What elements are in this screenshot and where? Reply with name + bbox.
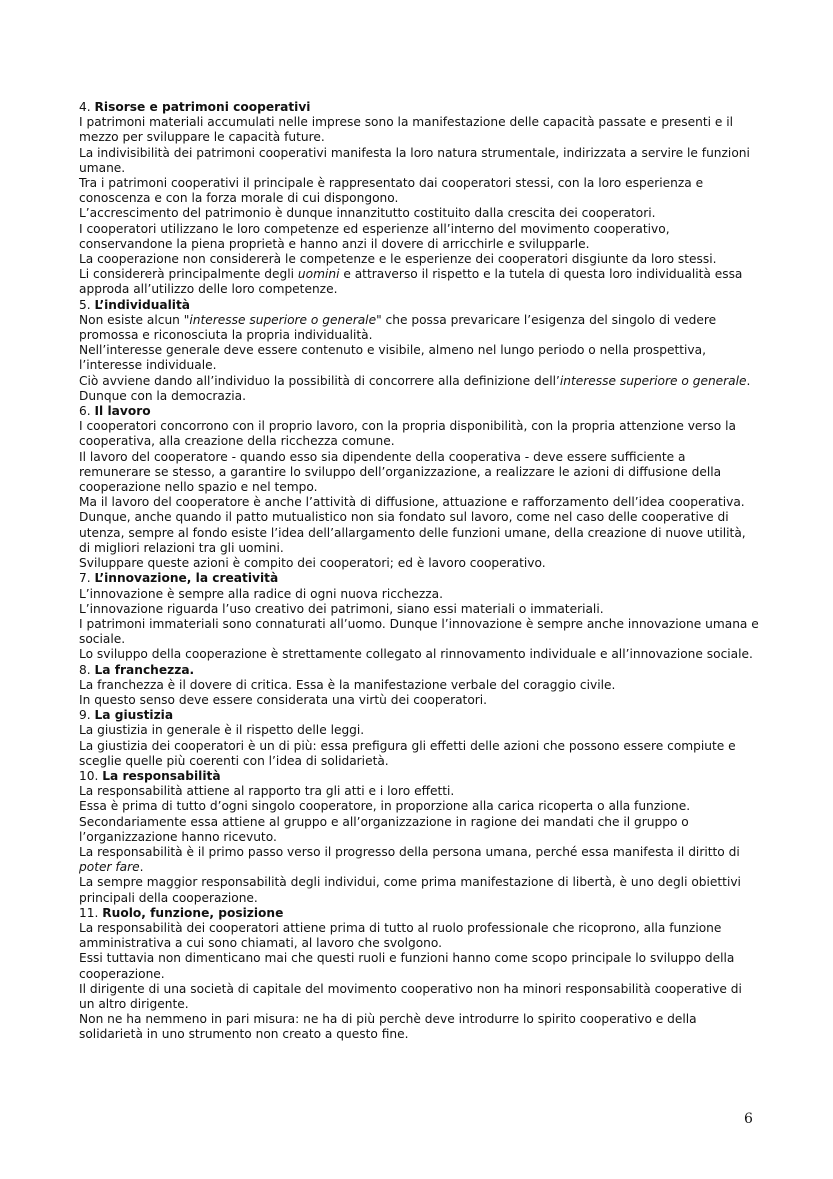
- italic-text: interesse superiore o generale: [559, 373, 747, 388]
- section-title: La responsabilità: [102, 768, 221, 783]
- section-title: Ruolo, funzione, posizione: [102, 905, 284, 920]
- text-run: La sempre maggior responsabilità degli individui, come prima manifestazione di libertà, è uno degli obiettivi principali della cooperazione.: [79, 875, 741, 905]
- text-run: L’accrescimento del patrimonio è dunque innanzitutto costituito dalla crescita dei cooperatori.: [79, 206, 656, 221]
- section-title: La franchezza.: [94, 662, 195, 677]
- section-number: 9.: [79, 708, 91, 723]
- text-run: La giustizia dei cooperatori è un di più: essa prefigura gli effetti delle azioni che possono essere compiute e sceglie quelle più coerenti con l’idea di solidarietà.: [79, 738, 736, 768]
- paragraph: [79, 495, 759, 510]
- text-run: I cooperatori concorrono con il proprio lavoro, con la propria disponibilità, con la propria attenzione verso la cooperativa, alla creazione della ricchezza comune.: [79, 419, 736, 449]
- text-run: La giustizia in generale è il rispetto delle leggi.: [79, 723, 365, 738]
- section-heading: [79, 298, 759, 313]
- paragraph: [79, 222, 759, 252]
- paragraph: [79, 982, 759, 1012]
- paragraph: [79, 510, 759, 556]
- italic-text: uomini: [297, 267, 340, 282]
- text-run: Secondariamente essa attiene al gruppo e all’organizzazione in ragione dei mandati che il gruppo o l’organizzazione hanno ricevuto.: [79, 814, 689, 844]
- section-title: La giustizia: [94, 708, 174, 723]
- paragraph: [79, 587, 759, 602]
- text-run: Dunque, anche quando il patto mutualistico non sia fondato sul lavoro, come nel caso delle cooperative di utenza, sempre al fondo esiste l’idea dell’allargamento delle funzioni umane, della creazione di nuove utilità, di migliori relazioni tra gli uomini.: [79, 510, 746, 555]
- section-number: 8.: [79, 662, 91, 677]
- text-run: Li considererà principalmente degli: [79, 267, 298, 282]
- text-run: e attraverso il rispetto e la tutela di questa loro individualità essa approda all’utilizzo delle loro competenze.: [79, 267, 743, 297]
- section-number: 6.: [79, 404, 91, 419]
- section-title: Il lavoro: [94, 404, 151, 419]
- paragraph: [79, 875, 759, 905]
- paragraph: [79, 815, 759, 845]
- page-number: 6: [744, 1111, 753, 1127]
- text-run: Tra i patrimoni cooperativi il principale è rappresentato dai cooperatori stessi, con la loro esperienza e conoscenza e con la forza morale di cui dispongono.: [79, 176, 704, 206]
- paragraph: [79, 206, 759, 221]
- paragraph: [79, 647, 759, 662]
- section-heading: [79, 100, 759, 115]
- text-run: In questo senso deve essere considerata una virtù dei cooperatori.: [79, 692, 488, 707]
- paragraph: [79, 146, 759, 176]
- text-run: I cooperatori utilizzano le loro competenze ed esperienze all’interno del movimento cooperativo, conservandone la piena proprietà e hanno anzi il dovere di arricchirle e svilupparle.: [79, 221, 670, 251]
- paragraph: [79, 739, 759, 769]
- section-heading: [79, 708, 759, 723]
- paragraph: [79, 602, 759, 617]
- section-number: 11.: [79, 905, 99, 920]
- section-number: 5.: [79, 297, 91, 312]
- section-heading: [79, 769, 759, 784]
- paragraph: [79, 419, 759, 449]
- paragraph: [79, 799, 759, 814]
- text-run: I patrimoni materiali accumulati nelle imprese sono la manifestazione delle capacità passate e presenti e il mezzo per sviluppare le capacità future.: [79, 115, 734, 145]
- text-run: La cooperazione non considererà le competenze e le esperienze dei cooperatori disgiunte da loro stessi.: [79, 252, 717, 267]
- document-body: [79, 100, 759, 1043]
- paragraph: [79, 784, 759, 799]
- italic-text: "interesse superiore o generale": [183, 312, 382, 327]
- text-run: Dunque con la democrazia.: [79, 388, 247, 403]
- paragraph: [79, 845, 759, 875]
- text-run: Il dirigente di una società di capitale del movimento cooperativo non ha minori responsabilità cooperative di un altro dirigente.: [79, 981, 742, 1011]
- paragraph: [79, 343, 759, 373]
- paragraph: [79, 693, 759, 708]
- text-run: L’innovazione riguarda l’uso creativo dei patrimoni, siano essi materiali o immateriali.: [79, 601, 604, 616]
- paragraph: [79, 678, 759, 693]
- text-run: Il lavoro del cooperatore - quando esso sia dipendente della cooperativa - deve essere sufficiente a remunerare se stesso, a garantire lo sviluppo dell’organizzazione, a realizzare le azioni di diffusione della cooperazione nello spazio e nel tempo.: [79, 449, 722, 495]
- section-heading: [79, 404, 759, 419]
- text-run: La responsabilità è il primo passo verso il progresso della persona umana, perché essa manifesta il diritto di: [79, 844, 740, 859]
- paragraph: [79, 313, 759, 343]
- text-run: che possa prevaricare l’esigenza del singolo di vedere promossa e riconosciuta la propria individualità.: [79, 312, 717, 343]
- section-number: 10.: [79, 768, 99, 783]
- paragraph: [79, 115, 759, 145]
- text-run: Nell’interesse generale deve essere contenuto e visibile, almeno nel lungo periodo o nella prospettiva, l’interesse individuale.: [79, 343, 706, 373]
- text-run: Ciò avviene dando all’individuo la possibilità di concorrere alla definizione dell’: [79, 373, 560, 388]
- text-run: Lo sviluppo della cooperazione è strettamente collegato al rinnovamento individuale e all’innovazione sociale.: [79, 647, 753, 662]
- text-run: Essa è prima di tutto d’ogni singolo cooperatore, in proporzione alla carica ricoperta o alla funzione.: [79, 799, 691, 814]
- paragraph: [79, 556, 759, 571]
- text-run: Non ne ha nemmeno in pari misura: ne ha di più perchè deve introdurre lo spirito cooperativo e della solidarietà in uno strumento non creato a questo fine.: [79, 1012, 697, 1042]
- text-run: Essi tuttavia non dimenticano mai che questi ruoli e funzioni hanno come scopo principale lo sviluppo della cooperazione.: [79, 951, 735, 981]
- section-heading: [79, 663, 759, 678]
- text-run: La responsabilità dei cooperatori attiene prima di tutto al ruolo professionale che ricoprono, alla funzione amministrativa a cui sono chiamati, al lavoro che svolgono.: [79, 920, 722, 951]
- paragraph: [79, 267, 759, 297]
- section-number: 7.: [79, 571, 91, 586]
- italic-text: poter fare: [79, 860, 140, 875]
- section-title: L’individualità: [94, 297, 191, 312]
- text-run: I patrimoni immateriali sono connaturati all’uomo. Dunque l’innovazione è sempre anche innovazione umana e sociale.: [79, 616, 759, 647]
- section-number: 4.: [79, 100, 91, 114]
- text-run: La indivisibilità dei patrimoni cooperativi manifesta la loro natura strumentale, indirizzata a servire le funzioni umane.: [79, 145, 750, 175]
- text-run: Sviluppare queste azioni è compito dei cooperatori; ed è lavoro cooperativo.: [79, 556, 546, 571]
- section-heading: [79, 571, 759, 586]
- paragraph: [79, 450, 759, 496]
- paragraph: [79, 921, 759, 951]
- text-run: Ma il lavoro del cooperatore è anche l’attività di diffusione, attuazione e rafforzamento dell’idea cooperativa.: [79, 495, 745, 510]
- paragraph: [79, 723, 759, 738]
- text-run: Non esiste alcun: [79, 312, 184, 327]
- text-run: L’innovazione è sempre alla radice di ogni nuova ricchezza.: [79, 586, 443, 601]
- section-heading: [79, 906, 759, 921]
- text-run: .: [139, 860, 144, 875]
- paragraph: [79, 951, 759, 981]
- text-run: La responsabilità attiene al rapporto tra gli atti e i loro effetti.: [79, 784, 455, 799]
- text-run: La franchezza è il dovere di critica. Essa è la manifestazione verbale del coraggio civile.: [79, 677, 616, 692]
- paragraph: [79, 252, 759, 267]
- paragraph: [79, 617, 759, 647]
- paragraph: [79, 389, 759, 404]
- paragraph: [79, 176, 759, 206]
- text-run: .: [746, 373, 751, 388]
- paragraph: [79, 1012, 759, 1042]
- paragraph: [79, 374, 759, 389]
- section-title: L’innovazione, la creatività: [94, 571, 279, 586]
- section-title: Risorse e patrimoni cooperativi: [94, 100, 311, 114]
